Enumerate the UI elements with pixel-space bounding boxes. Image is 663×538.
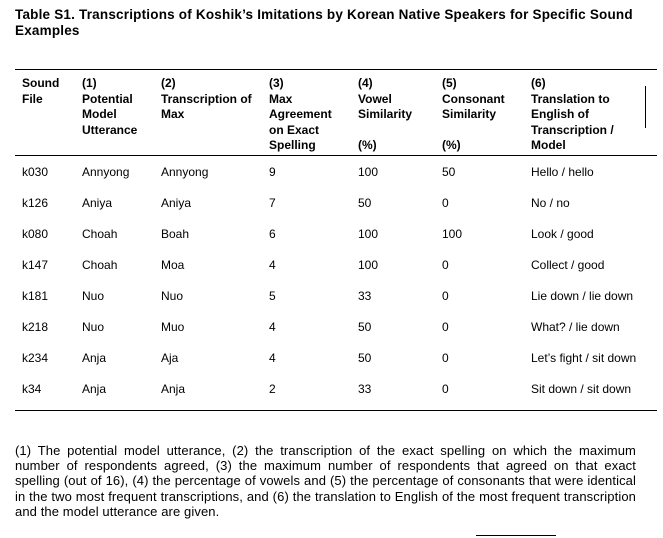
page-end-rule [476,535,556,536]
table-footnote: (1) The potential model utterance, (2) the transcription of the exact spelling on which the maximum number of respondents agreed, (3) the maximum number of respondents that agreed on that exact spelling (out of 16), (4) the percentage of vowels and (5) the percentage of consonants that were identical in the two most frequent transcriptions, and (6) the translation to English of the most frequent transcription and the model utterance are given. [15,443,636,519]
column-header-model-utterance [75,76,154,156]
cell-consonant-similarity: 50 [442,164,456,179]
cell-consonant-similarity: 100 [442,226,463,241]
cell-sound-file: k030 [22,164,49,179]
cell-translation: Collect / good [531,257,605,272]
cell-model-utterance: Choah [82,226,118,241]
column-header-label: Vowel Similarity [358,91,413,121]
cell-model-utterance: Nuo [82,319,105,334]
column-header-unit: (%) [442,137,461,152]
cell-translation: Let’s fight / sit down [531,350,637,365]
column-header-label: Consonant Similarity [442,91,505,121]
cell-consonant-similarity: 0 [442,288,449,303]
cell-transcription: Boah [161,226,190,241]
cell-translation: No / no [531,195,570,210]
table-body [15,156,657,404]
table-row [15,156,657,187]
cell-model-utterance: Annyong [82,164,130,179]
cell-vowel-similarity: 33 [358,288,372,303]
cell-model-utterance: Nuo [82,288,105,303]
cell-vowel-similarity: 50 [358,195,372,210]
cell-transcription: Moa [161,257,185,272]
cell-vowel-similarity: 50 [358,350,372,365]
cell-model-utterance: Anja [82,381,107,396]
cell-transcription: Aja [161,350,179,365]
column-header-number: (6) [531,76,546,90]
cell-max-agreement: 5 [269,288,276,303]
header-row [15,76,657,156]
column-header-label: Max Agreement on Exact Spelling [269,91,332,152]
table-row [15,187,657,218]
table-row [15,311,657,342]
column-header-label: Translation to English of Transcription / Model [531,91,614,152]
column-header-number: (2) [161,76,176,90]
column-header-translation [524,76,657,156]
column-header-unit: (%) [358,137,377,152]
cell-vowel-similarity: 100 [358,164,379,179]
top-rule [15,69,657,70]
cell-sound-file: k34 [22,381,42,396]
cell-vowel-similarity: 50 [358,319,372,334]
cell-transcription: Aniya [161,195,192,210]
cell-consonant-similarity: 0 [442,257,449,272]
cell-sound-file: k234 [22,350,49,365]
column-header-number: (5) [442,76,457,90]
cell-consonant-similarity: 0 [442,350,449,365]
table-row [15,249,657,280]
cell-sound-file: k126 [22,195,49,210]
cell-max-agreement: 4 [269,350,276,365]
column-header-max-agreement [262,76,351,156]
cell-vowel-similarity: 33 [358,381,372,396]
cell-sound-file: k080 [22,226,49,241]
column-header-label: Potential Model Utterance [82,91,138,137]
cell-transcription: Muo [161,319,185,334]
cell-translation: Hello / hello [531,164,594,179]
cell-model-utterance: Anja [82,350,107,365]
cell-consonant-similarity: 0 [442,381,449,396]
column-header-number: (3) [269,76,284,90]
cell-vowel-similarity: 100 [358,257,379,272]
cell-translation: Sit down / sit down [531,381,632,396]
table-row [15,373,657,404]
cell-translation: What? / lie down [531,319,620,334]
cell-translation: Lie down / lie down [531,288,634,303]
cell-consonant-similarity: 0 [442,319,449,334]
column-header-transcription [154,76,262,156]
cell-max-agreement: 7 [269,195,276,210]
bottom-rule [15,410,657,411]
column-header-label: Transcription of Max [161,91,252,121]
column-header-consonant-similarity [435,76,524,156]
cell-transcription: Nuo [161,288,184,303]
table-row [15,218,657,249]
cell-consonant-similarity: 0 [442,195,449,210]
cell-sound-file: k181 [22,288,49,303]
table-row [15,280,657,311]
column-header-label: Sound File [22,76,60,106]
cell-vowel-similarity: 100 [358,226,379,241]
cell-max-agreement: 2 [269,381,276,396]
table-title: Table S1. Transcriptions of Koshik’s Imitations by Korean Native Speakers for Specific Sound Examples [15,7,633,38]
cell-translation: Look / good [531,226,594,241]
cell-model-utterance: Choah [82,257,118,272]
cell-sound-file: k147 [22,257,49,272]
cell-max-agreement: 9 [269,164,276,179]
column-header-number: (1) [82,76,97,90]
cell-max-agreement: 4 [269,257,276,272]
cell-max-agreement: 6 [269,226,276,241]
cell-sound-file: k218 [22,319,49,334]
column-header-sound-file [15,76,75,156]
cell-transcription: Annyong [161,164,209,179]
table-row [15,342,657,373]
cell-transcription: Anja [161,381,186,396]
cell-model-utterance: Aniya [82,195,113,210]
column-header-vowel-similarity [351,76,435,156]
column-header-number: (4) [358,76,373,90]
transcriptions-table [15,76,657,404]
cell-max-agreement: 4 [269,319,276,334]
